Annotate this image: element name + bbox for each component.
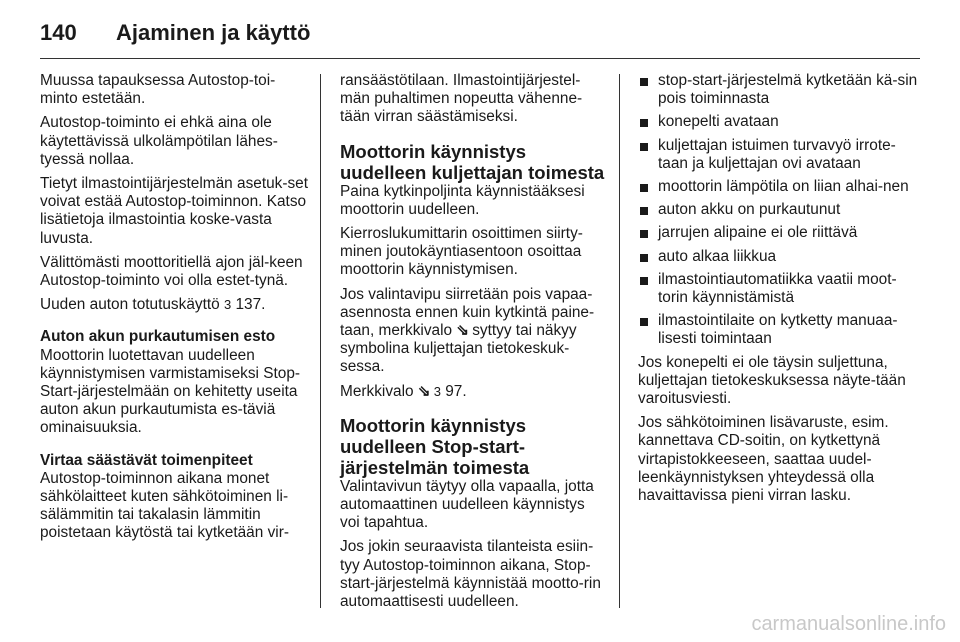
chapter-title: Ajaminen ja käyttö <box>116 20 311 45</box>
paragraph <box>340 286 608 377</box>
list-item-text: jarrujen alipaine ei ole riittävä <box>658 224 858 242</box>
list-item-text: auton akku on purkautunut <box>658 201 841 219</box>
autostop-indicator-icon: ⇘ <box>417 382 430 400</box>
page-ref-arrow-icon: 3 <box>223 297 232 313</box>
list-item-text: ilmastointilaite on kytketty manuaa-lisesti toimintaan <box>658 312 898 348</box>
column-1 <box>40 72 310 549</box>
paragraph: Autostop-toiminto ei ehkä aina ole käytettävissä ulkolämpötilan lähes-tyessä nollaa. <box>40 114 278 168</box>
page-ref-arrow-icon: 3 <box>433 383 441 399</box>
list-item <box>638 178 920 196</box>
bullet-icon <box>640 318 648 326</box>
text-fragment: Merkkivalo <box>340 382 414 400</box>
column-3 <box>638 72 920 511</box>
cross-ref-text: Uuden auton totutuskäyttö <box>40 296 220 314</box>
paragraph <box>340 383 608 401</box>
list-item-text: moottorin lämpötila on liian alhai-nen <box>658 178 909 196</box>
paragraph: Välittömästi moottoritiellä ajon jäl-keen Autostop-toiminto voi olla estet-tynä. <box>40 253 303 290</box>
list-item-text: ilmastointiautomatiikka vaatii moot-torin käynnistämistä <box>658 270 897 307</box>
paragraph: Muussa tapauksessa Autostop-toi-minto estetään. <box>40 72 276 108</box>
column-divider <box>320 74 321 608</box>
bullet-icon <box>640 207 648 215</box>
paragraph: Autostop-toiminnon aikana monet sähkölaitteet kuten sähkötoiminen li-sälämmitin tai takalasin lämmitin poistetaan käytöstä tai kytketään vir- <box>40 469 289 542</box>
page-header <box>40 14 920 54</box>
autostop-indicator-icon: ⇘ <box>456 322 468 340</box>
bullet-icon <box>640 184 648 192</box>
column-2 <box>340 72 608 617</box>
paragraph: Jos konepelti ei ole täysin suljettuna, kuljettajan tietokeskuksessa näyte-tään varoitusviesti. <box>638 353 906 408</box>
header-rule <box>40 58 920 59</box>
section-heading: Moottorin käynnistys uudelleen Stop-start-järjestelmän toimesta <box>340 414 530 478</box>
paragraph: Jos sähkötoiminen lisävaruste, esim. kannettava CD-soitin, on kytkettynä virtapistokkeeseen, saattaa uudel-leenkäynnistyksen yhteydessä olla havaittavissa pieni virran lasku. <box>638 414 889 505</box>
watermark: carmanualsonline.info <box>751 613 946 635</box>
section-heading: Virtaa säästävät toimenpiteet <box>40 451 253 469</box>
column-divider <box>619 74 620 608</box>
list-item <box>638 248 920 266</box>
paragraph: Jos jokin seuraavista tilanteista esiin-tyy Autostop-toiminnon aikana, Stop-start-järjestelmä käynnistää mootto-rin automaattisesti uudelleen. <box>340 538 601 611</box>
list-item-text: auto alkaa liikkua <box>658 247 777 265</box>
list-item <box>638 224 920 242</box>
restart-conditions-list <box>638 72 920 349</box>
list-item <box>638 201 920 219</box>
bullet-icon <box>640 230 648 238</box>
paragraph: ransäästötilaan. Ilmastointijärjestel-män puhaltimen nopeutta vähenne-tään virran säästämiseksi. <box>340 72 583 126</box>
list-item <box>638 312 920 348</box>
page-ref-link[interactable]: 97. <box>445 382 467 400</box>
bullet-icon <box>640 119 648 127</box>
bullet-icon <box>640 277 648 285</box>
paragraph: Moottorin luotettavan uudelleen käynnistymisen varmistamiseksi Stop-Start-järjestelmään on kehitetty useita auton akun purkautumista es-täviä ominaisuuksia. <box>40 346 301 437</box>
page-ref-link[interactable]: 137. <box>235 296 266 314</box>
bullet-icon <box>640 143 648 151</box>
text-fragment: syttyy tai näkyy symbolina kuljettajan tietokeskuk-sessa. <box>340 322 577 376</box>
list-item <box>638 271 920 307</box>
list-item-text: kuljettajan istuimen turvavyö irrote-taan ja kuljettajan ovi avataan <box>658 136 896 172</box>
bullet-icon <box>640 78 648 86</box>
list-item-text: konepelti avataan <box>658 113 779 131</box>
paragraph: Paina kytkinpoljinta käynnistääksesi moottorin uudelleen. <box>340 182 585 218</box>
list-item <box>638 137 920 173</box>
paragraph: Tietyt ilmastointijärjestelmän asetuk-set voivat estää Autostop-toiminnon. Katso lisätietoja ilmastointia koske-vasta luvusta. <box>40 175 309 247</box>
bullet-icon <box>640 254 648 262</box>
list-item <box>638 72 920 108</box>
list-item-text: stop-start-järjestelmä kytketään kä-sin pois toiminnasta <box>658 72 918 108</box>
text-fragment: Jos valintavipu siirretään pois vapaa-asennosta ennen kuin kytkintä paine-taan, merkkivalo <box>340 285 595 340</box>
paragraph: Valintavivun täytyy olla vapaalla, jotta automaattinen uudelleen käynnistys voi tapahtua. <box>340 477 594 532</box>
list-item <box>638 113 920 131</box>
paragraph: Kierroslukumittarin osoittimen siirty-minen joutokäyntiasentoon osoittaa moottorin käynnistymisen. <box>340 225 583 279</box>
section-heading: Auton akun purkautumisen esto <box>40 328 276 346</box>
section-heading: Moottorin käynnistys uudelleen kuljettajan toimesta <box>340 140 605 183</box>
page-number: 140 <box>40 20 77 45</box>
paragraph <box>40 296 310 314</box>
